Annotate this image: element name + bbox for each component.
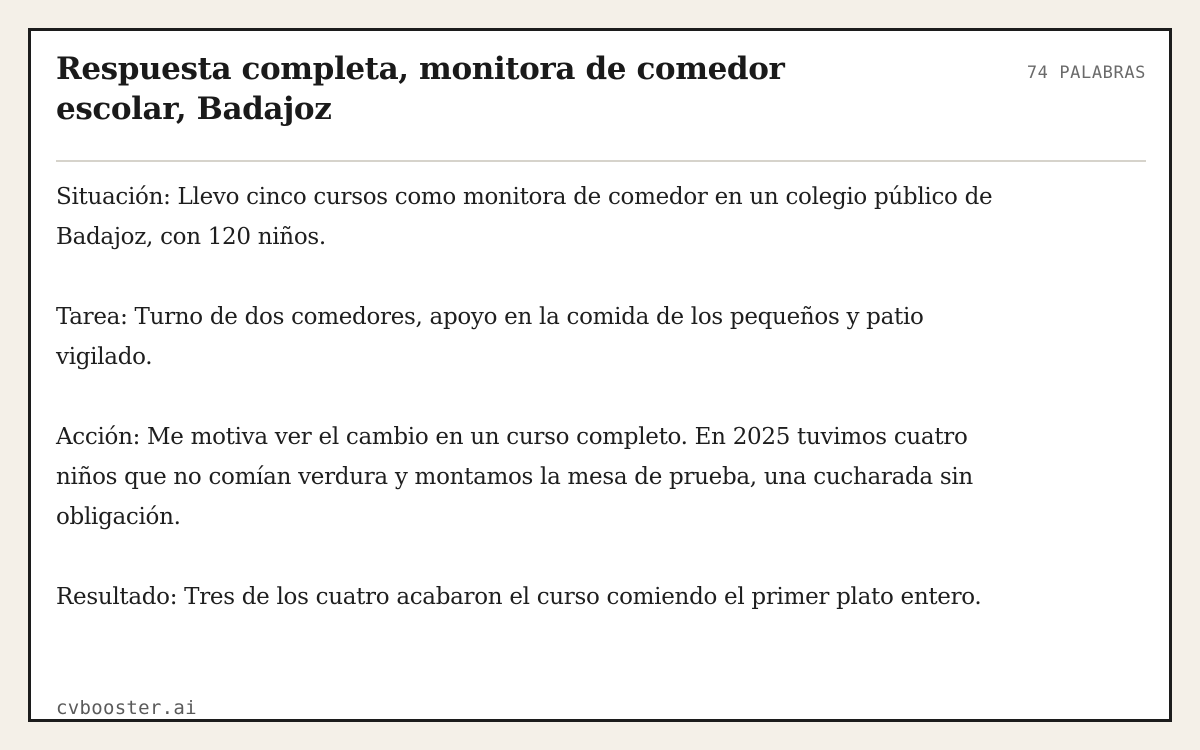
- paragraph-situacion: Situación: Llevo cinco cursos como monitora de comedor en un colegio público de Badajoz, con 120 niños.: [56, 184, 993, 250]
- answer-body: [56, 177, 1026, 657]
- divider: [56, 160, 1146, 162]
- brand-footer: cvbooster.ai: [56, 697, 197, 719]
- paragraph-accion: Acción: Me motiva ver el cambio en un curso completo. En 2025 tuvimos cuatro niños que no comían verdura y montamos la mesa de prueba, una cucharada sin obligación.: [56, 424, 973, 530]
- paragraph-resultado: Resultado: Tres de los cuatro acabaron el curso comiendo el primer plato entero.: [56, 584, 982, 610]
- card-header: [56, 49, 1146, 161]
- answer-card: [28, 28, 1172, 722]
- paragraph-tarea: Tarea: Turno de dos comedores, apoyo en la comida de los pequeños y patio vigilado.: [56, 304, 924, 370]
- word-count-badge: 74 PALABRAS: [1026, 63, 1146, 83]
- page-title: Respuesta completa, monitora de comedor escolar, Badajoz: [56, 51, 785, 127]
